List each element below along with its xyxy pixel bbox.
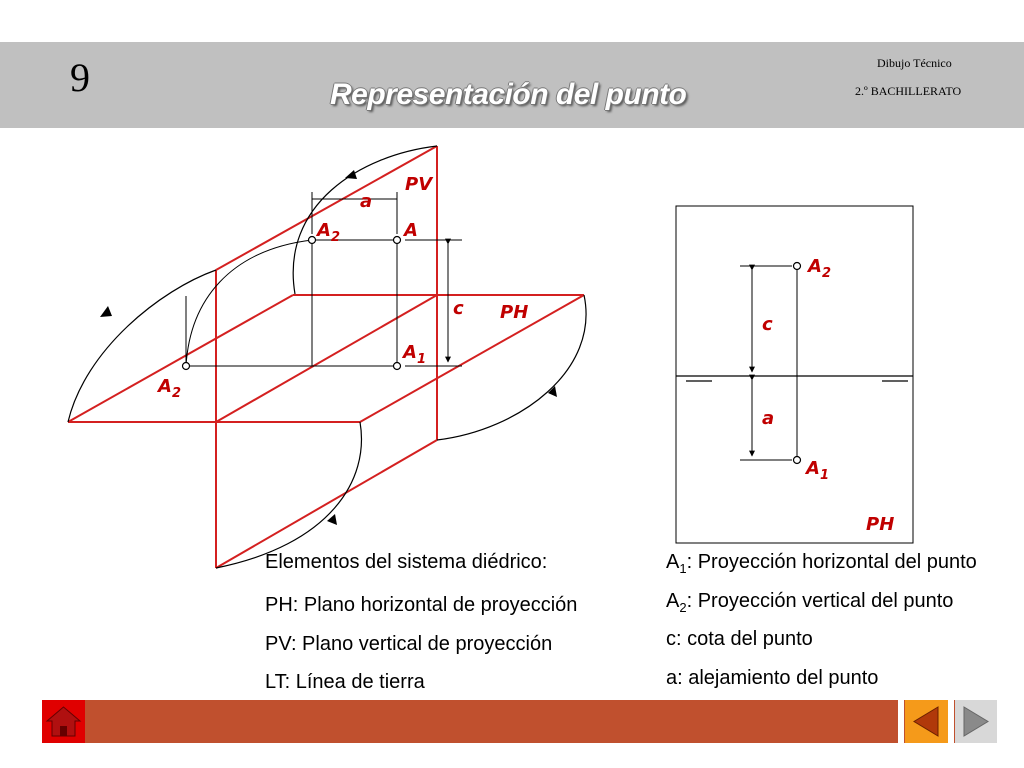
- legend-heading: Elementos del sistema diédrico:: [265, 551, 548, 573]
- label-a-distance: a: [360, 191, 373, 212]
- label-a1: $A_1$: [403, 342, 426, 367]
- ground-line-2d: [676, 376, 913, 381]
- label-2d-ph: PH: [866, 514, 895, 535]
- footer-bar: [42, 700, 997, 743]
- slide-number: 9: [70, 55, 90, 100]
- label-a2-side: $A_2$: [158, 376, 181, 401]
- home-button[interactable]: [42, 700, 85, 743]
- label-2d-c: c: [762, 314, 773, 335]
- label-2d-a: a: [762, 408, 775, 429]
- projection-panel: [676, 206, 913, 543]
- legend-a2: $A_2$: Proyección vertical del punto: [666, 590, 954, 615]
- legend-ph: PH: Plano horizontal de proyección: [265, 594, 578, 616]
- legend-lt: LT: Línea de tierra: [265, 671, 425, 693]
- course-label: 2.º BACHILLERATO: [855, 84, 962, 98]
- label-point-a: A: [404, 220, 418, 241]
- label-c: c: [453, 298, 464, 319]
- label-a2-top: $A_2$: [317, 220, 340, 245]
- triangle-left-icon: [905, 700, 948, 743]
- prev-button[interactable]: [905, 700, 948, 743]
- label-2d-a2: $A_2$: [808, 256, 831, 281]
- label-ph: PH: [500, 302, 529, 323]
- projection-lines-2d: [740, 266, 797, 460]
- subject-label: Dibujo Técnico: [877, 56, 952, 70]
- legend-c: c: cota del punto: [666, 628, 813, 650]
- triangle-right-icon: [955, 700, 997, 743]
- legend-pv: PV: Plano vertical de proyección: [265, 633, 553, 655]
- next-button[interactable]: [955, 700, 997, 743]
- label-2d-a1: $A_1$: [806, 458, 829, 483]
- page-title: Representación del punto: [330, 78, 687, 111]
- home-icon: [42, 700, 85, 743]
- legend-a: a: alejamiento del punto: [666, 667, 879, 689]
- projection-lines-3d: [186, 192, 462, 366]
- legend-a1: $A_1$: Proyección horizontal del punto: [666, 551, 977, 576]
- nav-separator: [948, 700, 954, 743]
- label-pv: PV: [405, 174, 433, 195]
- nav-separator: [898, 700, 904, 743]
